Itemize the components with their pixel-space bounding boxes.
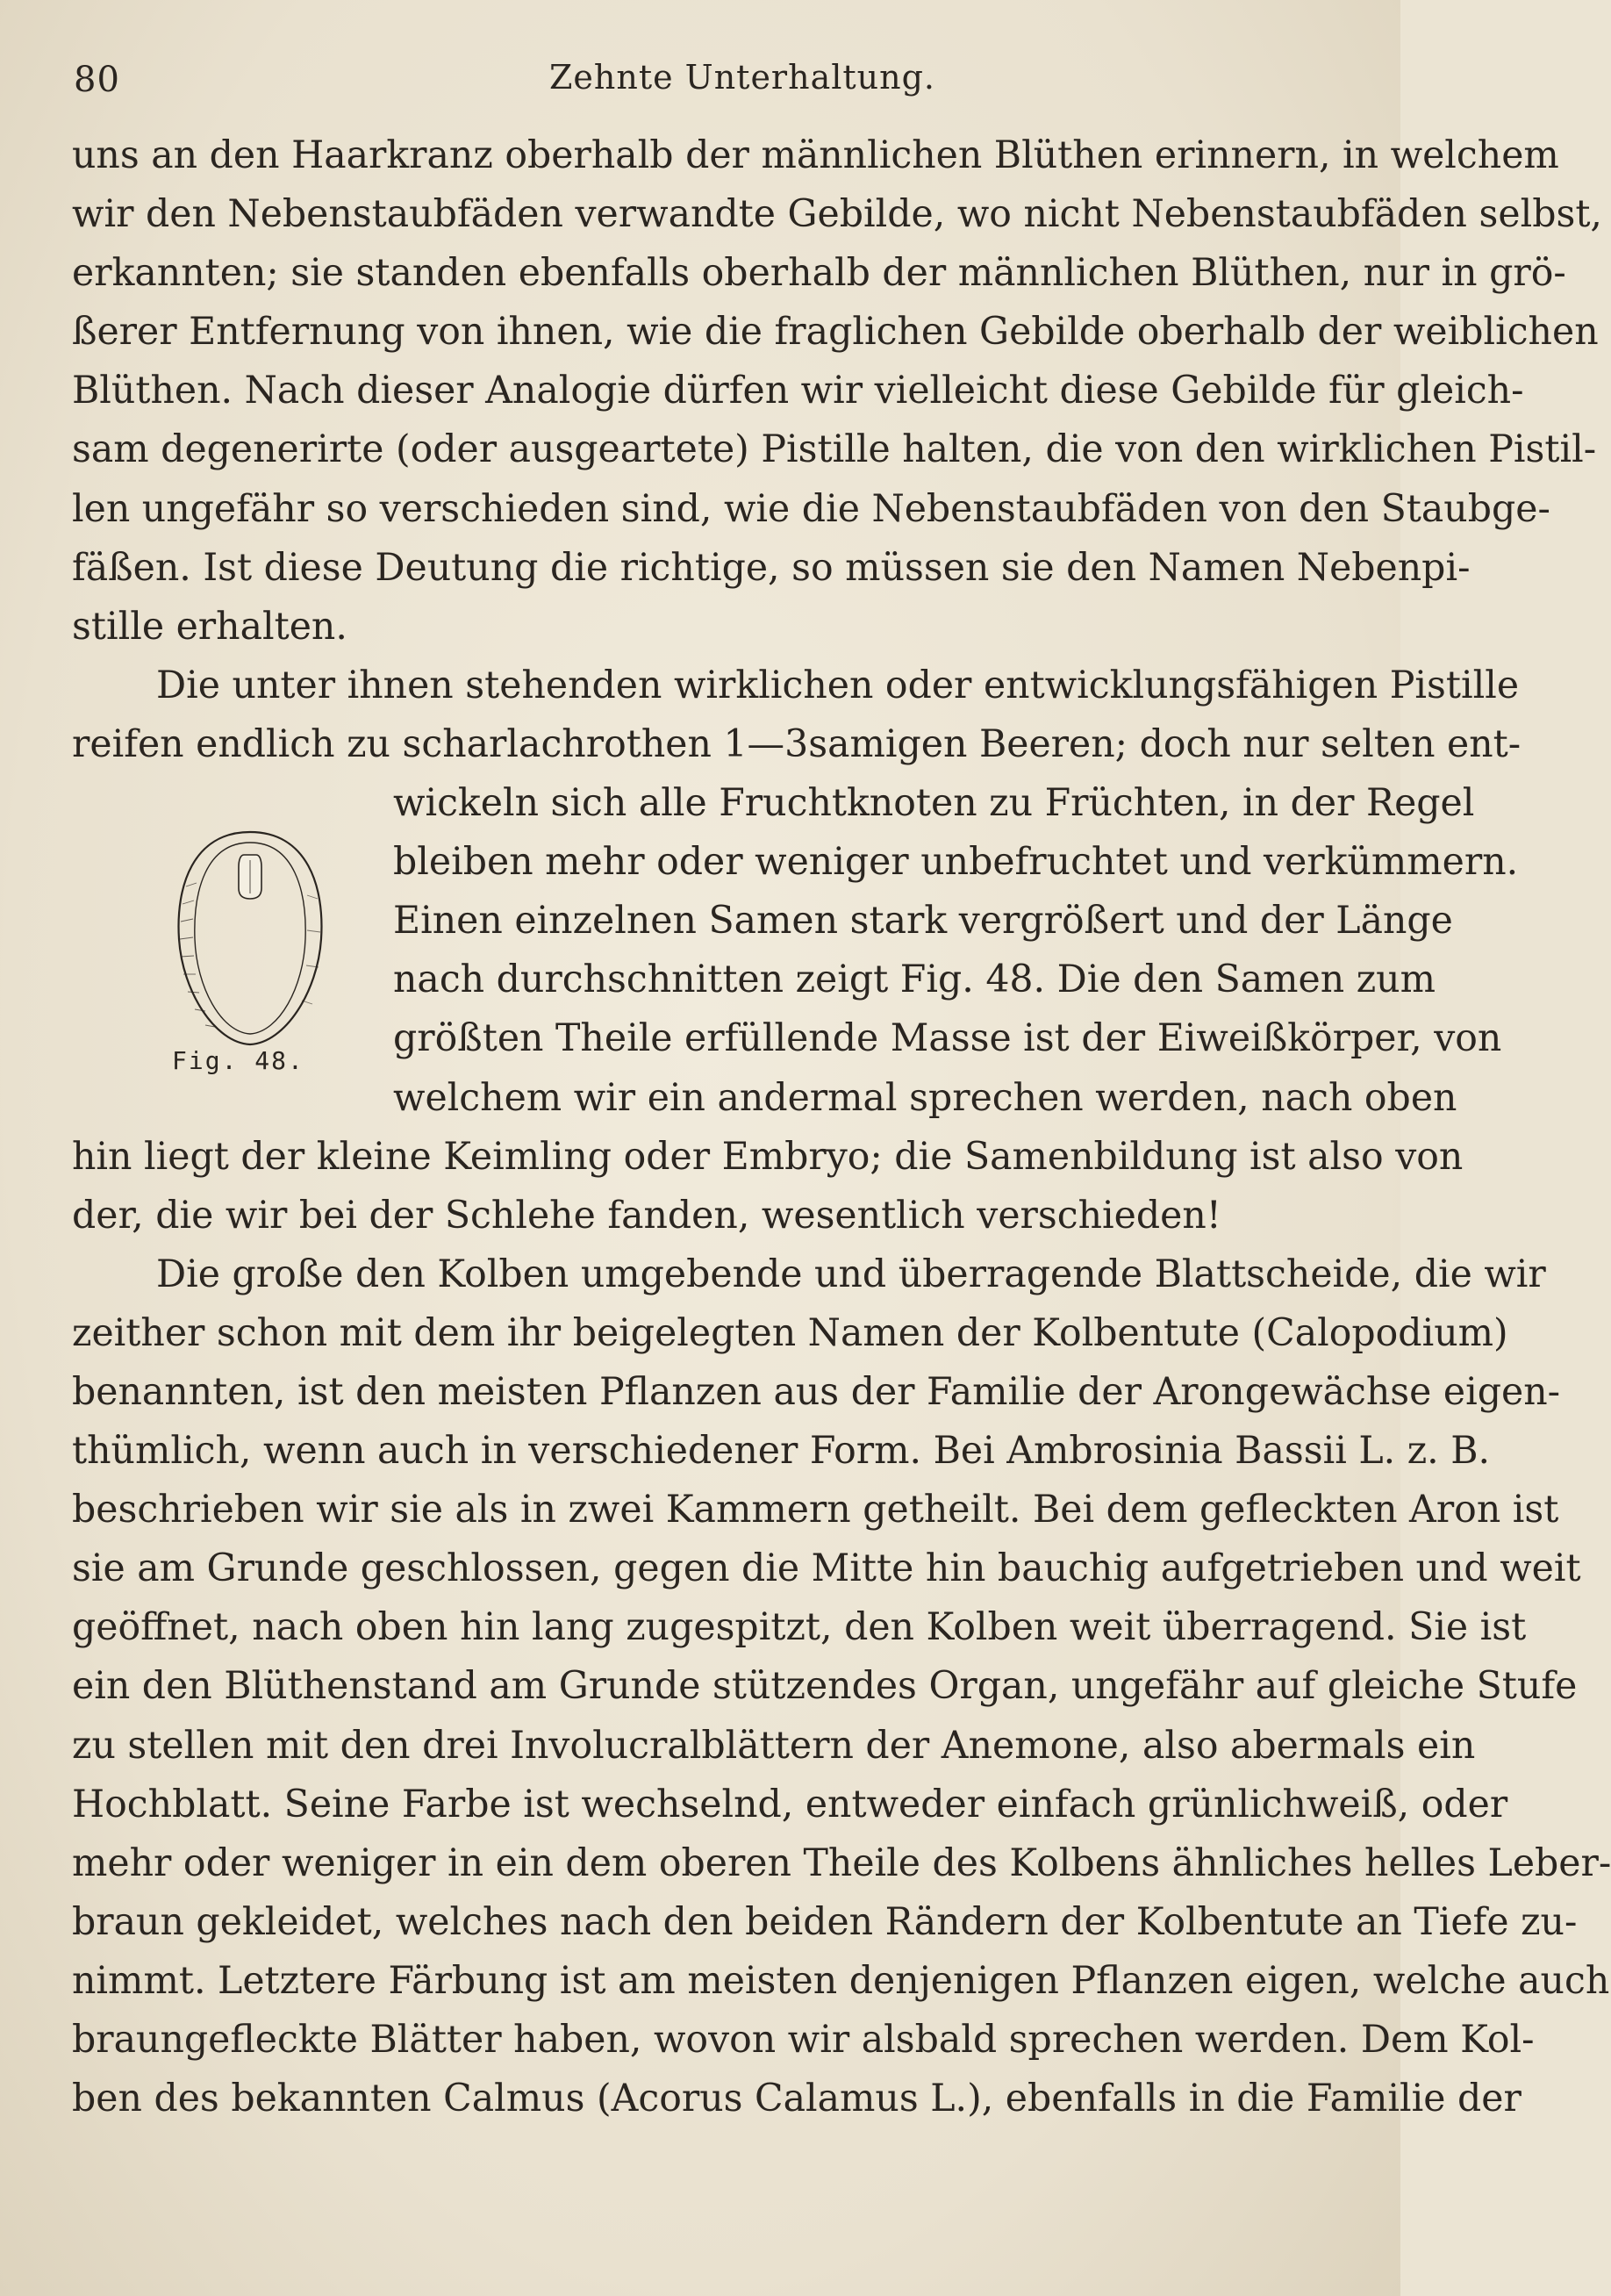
text-line: mehr oder weniger in ein dem oberen Theile des Kolbens ähnliches helles Leber- [72, 1840, 1611, 1885]
text-line: sie am Grunde geschlossen, gegen die Mitte hin bauchig aufgetrieben und weit [72, 1546, 1581, 1591]
text-line: bleiben mehr oder weniger unbefruchtet und verkümmern. [393, 840, 1519, 885]
running-head: Zehnte Unterhaltung. [549, 58, 936, 97]
text-line: Die große den Kolben umgebende und überragende Blattscheide, die wir [156, 1252, 1546, 1296]
text-line: beschrieben wir sie als in zwei Kammern getheilt. Bei dem gefleckten Aron ist [72, 1488, 1559, 1532]
text-line: nimmt. Letztere Färbung ist am meisten denjenigen Pflanzen eigen, welche auch [72, 1958, 1610, 2003]
text-line: erkannten; sie standen ebenfalls oberhalb der männlichen Blüthen, nur in grö- [72, 251, 1566, 296]
text-line: ßerer Entfernung von ihnen, wie die fraglichen Gebilde oberhalb der weiblichen [72, 310, 1599, 355]
text-line: wir den Nebenstaubfäden verwandte Gebilde, wo nicht Nebenstaubfäden selbst, [72, 192, 1602, 237]
text-line: Die unter ihnen stehenden wirklichen oder entwicklungsfähigen Pistille [156, 663, 1520, 707]
text-line: geöffnet, nach oben hin lang zugespitzt, den Kolben weit überragend. Sie ist [72, 1605, 1527, 1650]
text-line: zu stellen mit den drei Involucralblättern der Anemone, also abermals ein [72, 1723, 1476, 1768]
text-line: ein den Blüthenstand am Grunde stützendes Organ, ungefähr auf gleiche Stufe [72, 1664, 1578, 1709]
text-line: Einen einzelnen Samen stark vergrößert und der Länge [393, 899, 1453, 944]
text-line: ben des bekannten Calmus (Acorus Calamus L.), ebenfalls in die Familie der [72, 2077, 1522, 2121]
text-line: len ungefähr so verschieden sind, wie die Nebenstaubfäden von den Staubge- [72, 486, 1550, 531]
text-line: der, die wir bei der Schlehe fanden, wesentlich verschieden! [72, 1193, 1221, 1238]
text-line: Hochblatt. Seine Farbe ist wechselnd, entweder einfach grünlichweiß, oder [72, 1782, 1508, 1826]
text-line: größten Theile erfüllende Masse ist der Eiweißkörper, von [393, 1016, 1502, 1061]
text-line: hin liegt der kleine Keimling oder Embryo; die Samenbildung ist also von [72, 1134, 1464, 1179]
text-line: sam degenerirte (oder ausgeartete) Pistille halten, die von den wirklichen Pistil- [72, 427, 1597, 472]
text-line: Blüthen. Nach dieser Analogie dürfen wir vielleicht diese Gebilde für gleich- [72, 369, 1524, 413]
text-line: uns an den Haarkranz oberhalb der männlichen Blüthen erinnern, in welchem [72, 133, 1559, 177]
text-line: nach durchschnitten zeigt Fig. 48. Die den Samen zum [393, 958, 1436, 1002]
text-line: reifen endlich zu scharlachrothen 1—3samigen Beeren; doch nur selten ent- [72, 721, 1522, 766]
text-line: braun gekleidet, welches nach den beiden Rändern der Kolbentute an Tiefe zu- [72, 1899, 1578, 1944]
text-line: braungefleckte Blätter haben, wovon wir alsbald sprechen werden. Dem Kol- [72, 2018, 1535, 2062]
body-text [72, 126, 1611, 2128]
text-line: benannten, ist den meisten Pflanzen aus der Familie der Arongewächse eigen- [72, 1369, 1561, 1414]
text-line: fäßen. Ist diese Deutung die richtige, so müssen sie den Namen Nebenpi- [72, 545, 1471, 590]
text-line: zeither schon mit dem ihr beigelegten Namen der Kolbentute (Calopodium) [72, 1310, 1508, 1355]
page-header [74, 54, 1330, 107]
figure-caption: Fig. 48. [172, 1046, 304, 1075]
page-number: 80 [74, 60, 120, 100]
text-line: welchem wir ein andermal sprechen werden, nach oben [393, 1075, 1457, 1120]
text-line: thümlich, wenn auch in verschiedener Form. Bei Ambrosinia Bassii L. z. B. [72, 1429, 1491, 1474]
text-line: stille erhalten. [72, 604, 347, 649]
text-line: wickeln sich alle Fruchtknoten zu Früchten, in der Regel [393, 781, 1475, 826]
